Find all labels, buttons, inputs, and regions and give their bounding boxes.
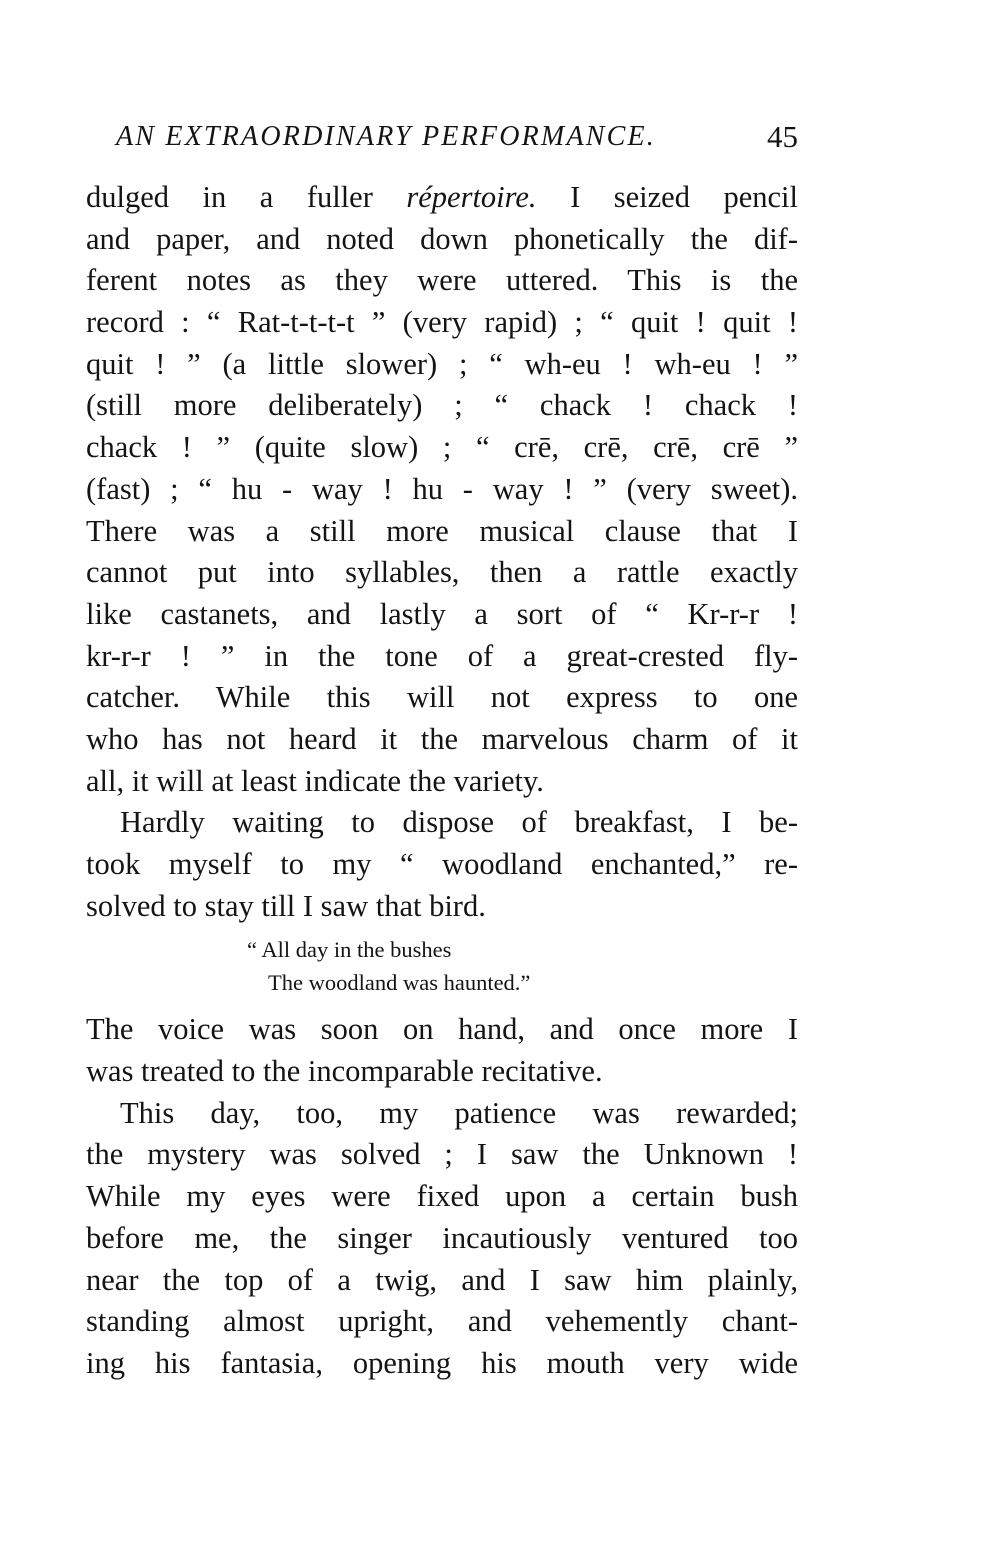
text-line: There was a still more musical clause that I bbox=[86, 513, 798, 548]
text-line: ing his fantasia, opening his mouth very wide bbox=[86, 1345, 798, 1380]
verse-quote bbox=[86, 933, 798, 999]
text-line: Hardly waiting to dispose of breakfast, I be- bbox=[120, 805, 798, 840]
text-line: like castanets, and lastly a sort of “ Kr-r-r ! bbox=[86, 596, 798, 631]
text-line: all, it will at least indicate the variety. bbox=[86, 763, 544, 798]
text-line: dulged in a fuller répertoire. I seized pencil bbox=[86, 180, 798, 214]
paragraph-1 bbox=[86, 177, 798, 802]
verse-line: The woodland was haunted.” bbox=[268, 970, 531, 996]
text-line: kr-r-r ! ” in the tone of a great-crested fly- bbox=[86, 638, 798, 673]
text-line: While my eyes were fixed upon a certain bush bbox=[86, 1179, 798, 1214]
text-line: before me, the singer incautiously ventured too bbox=[86, 1220, 798, 1255]
text-line: who has not heard it the marvelous charm of it bbox=[86, 721, 798, 756]
text-line: standing almost upright, and vehemently chant- bbox=[86, 1304, 798, 1339]
text-line: quit ! ” (a little slower) ; “ wh-eu ! wh-eu ! ” bbox=[86, 346, 798, 381]
text-line: (still more deliberately) ; “ chack ! chack ! bbox=[86, 388, 798, 423]
paragraph-2 bbox=[86, 802, 798, 927]
text-line: near the top of a twig, and I saw him plainly, bbox=[86, 1262, 798, 1297]
text-line: the mystery was solved ; I saw the Unknown ! bbox=[86, 1137, 798, 1172]
italic-word: répertoire. bbox=[406, 180, 537, 214]
text-line: chack ! ” (quite slow) ; “ crē, crē, crē, crē ” bbox=[86, 430, 798, 465]
text-line: took myself to my “ woodland enchanted,” re- bbox=[86, 847, 798, 881]
text-line: (fast) ; “ hu - way ! hu - way ! ” (very sweet). bbox=[86, 471, 798, 506]
verse-line: “ All day in the bushes bbox=[247, 937, 452, 963]
text-line: catcher. While this will not express to one bbox=[86, 680, 798, 715]
text-line: ferent notes as they were uttered. This is the bbox=[86, 263, 798, 298]
text-line: The voice was soon on hand, and once more I bbox=[86, 1012, 798, 1047]
text-line: record : “ Rat-t-t-t-t ” (very rapid) ; “ quit ! quit ! bbox=[86, 305, 798, 340]
text-line: cannot put into syllables, then a rattle exactly bbox=[86, 555, 798, 590]
text-line: This day, too, my patience was rewarded; bbox=[120, 1095, 798, 1130]
text-line: and paper, and noted down phonetically the dif- bbox=[86, 221, 798, 256]
paragraph-3 bbox=[86, 1009, 798, 1092]
running-head bbox=[86, 112, 798, 162]
page-number: 45 bbox=[767, 119, 798, 154]
paragraph-4 bbox=[86, 1093, 798, 1385]
running-title: AN EXTRAORDINARY PERFORMANCE. bbox=[116, 121, 657, 152]
book-page bbox=[86, 112, 798, 1385]
body-text bbox=[86, 177, 798, 1385]
text-line: was treated to the incomparable recitative. bbox=[86, 1054, 603, 1089]
text-line: solved to stay till I saw that bird. bbox=[86, 888, 486, 923]
